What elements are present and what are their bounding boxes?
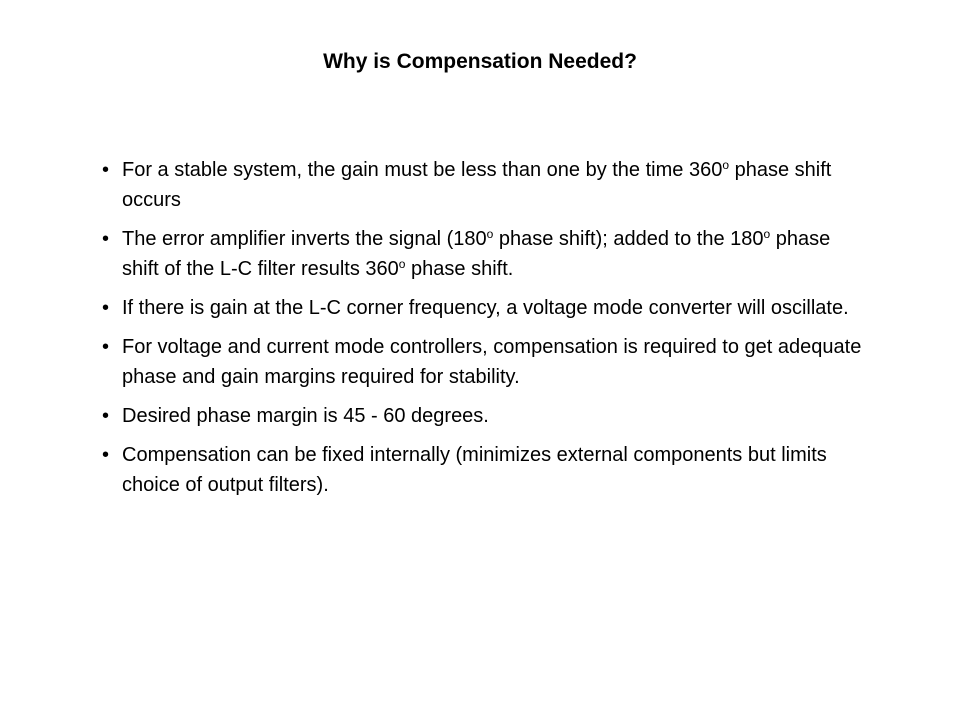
bullet-text: phase shift of the L-C filter results 360 — [122, 228, 831, 280]
bullet-text: For voltage and current mode controllers, compensation is required to get adequate phase and gain margins required for stability. — [122, 336, 862, 388]
bullet-text: phase shift); added to the 180 — [493, 228, 764, 250]
degree-superscript: o — [398, 257, 406, 271]
bullet-icon: • — [102, 297, 110, 319]
slide-title: Why is Compensation Needed? — [323, 50, 637, 73]
bullet-icon: • — [102, 336, 110, 358]
bullet-text: Compensation can be fixed internally (minimizes external components but limits choice of output filters). — [122, 444, 827, 496]
degree-superscript: o — [722, 158, 730, 172]
bullet-icon: • — [102, 228, 110, 250]
bullet-item — [102, 440, 872, 500]
bullet-icon: • — [102, 405, 110, 427]
degree-superscript: o — [763, 227, 771, 241]
bullet-text: Desired phase margin is 45 - 60 degrees. — [122, 405, 489, 427]
bullet-list — [102, 155, 872, 509]
bullet-text: phase shift. — [405, 258, 514, 280]
bullet-icon: • — [102, 444, 110, 466]
bullet-text: For a stable system, the gain must be less than one by the time 360 — [122, 159, 723, 181]
bullet-text: If there is gain at the L-C corner frequency, a voltage mode converter will oscillate. — [122, 297, 849, 319]
bullet-item — [102, 293, 872, 323]
bullet-text: phase shift occurs — [122, 159, 832, 211]
bullet-icon: • — [102, 159, 110, 181]
bullet-item — [102, 224, 872, 284]
bullet-item — [102, 332, 872, 392]
degree-superscript: o — [486, 227, 494, 241]
bullet-item — [102, 155, 872, 215]
bullet-text: The error amplifier inverts the signal (180 — [122, 228, 487, 250]
bullet-item — [102, 401, 872, 431]
